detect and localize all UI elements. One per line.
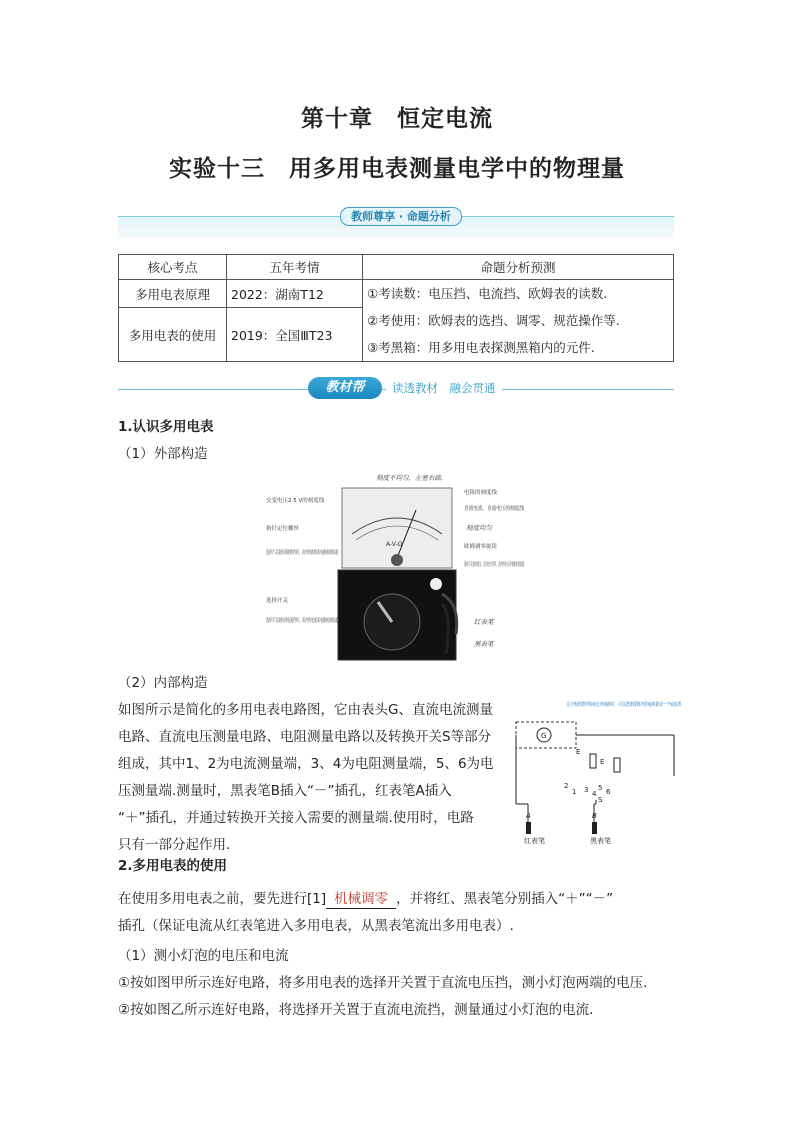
fig-label: 选择开关旋转到电流挡时，表内的电流表电路就被接通	[266, 618, 399, 624]
step-line: ①按如图甲所示连好电路，将多用电表的选择开关置于直流电压挡，测小灯泡两端的电压.	[118, 975, 648, 991]
fig-label: B	[592, 812, 597, 820]
usage-text: 在使用多用电表之前，要先进行[1]	[118, 891, 327, 907]
table-cell: 2019：全国ⅢT23	[227, 308, 363, 362]
meter-face-text: A-V-Ω	[386, 541, 403, 548]
table-cell: 多用电表的使用	[119, 308, 227, 362]
step-line: ②按如图乙所示连好电路，将选择开关置于直流电流挡，测量通过小灯泡的电流.	[118, 1002, 594, 1018]
table-header-row	[119, 255, 674, 280]
fig-label: 黑表笔	[474, 640, 494, 648]
fig-label: 电阻的刻度线	[464, 490, 498, 496]
usage-text: ，并将红、黑表笔分别插入“＋”“－”	[396, 891, 614, 907]
fig-label: E	[576, 748, 581, 756]
internal-structure-paragraph	[118, 697, 518, 859]
fig-label: 选择开关旋转到欧姆挡时，表内的欧姆表电路就被接通	[266, 550, 399, 556]
internal-circuit-figure	[514, 696, 739, 846]
answer-blank: 机械调零	[326, 890, 396, 909]
fig-label: 选择开关旋转到交、直流电压挡时，表内的电压表电路就被接通	[464, 562, 619, 568]
banner-pill: 教师尊享 · 命题分析	[340, 207, 462, 226]
fig-label: 选择开关	[266, 598, 289, 604]
usage-line	[118, 886, 678, 913]
exam-analysis-table	[118, 254, 674, 362]
experiment-title: 实验十三 用多用电表测量电学中的物理量	[169, 156, 625, 182]
fig-label: 交变电压2.5 V的刻度线	[266, 498, 325, 504]
fig-label: G	[541, 732, 547, 740]
prediction-cell	[363, 280, 674, 362]
fig-label: 指针定位螺丝	[266, 526, 300, 532]
usage-line: 插孔（保证电流从红表笔进入多用电表，从黑表笔流出多用电表）.	[118, 918, 514, 934]
section-heading: 2.多用电表的使用	[118, 858, 228, 874]
chapter-title: 第十章 恒定电流	[301, 106, 493, 132]
paragraph-line: 压测量端.测量时，黑表笔B插入“－”插孔，红表笔A插入	[118, 783, 452, 799]
fig-label: 5	[598, 784, 603, 792]
fig-label: 刻度均匀	[466, 524, 492, 532]
paragraph-line: “＋”插孔，并通过转换开关接入需要的测量端.使用时，电路	[118, 810, 474, 826]
prediction-item: ③考黑箱：用多用电表探测黑箱内的元件.	[367, 340, 595, 355]
table-header: 命题分析预测	[363, 255, 674, 280]
fig-label: 刻度不均匀，左密右疏.	[376, 474, 444, 482]
table-header: 五年考情	[227, 255, 363, 280]
fig-label: 红表笔	[524, 837, 545, 845]
paragraph-line: 组成，其中1、2为电流测量端，3、4为电阻测量端，5、6为电	[118, 756, 494, 772]
textbook-badge: 教材帮	[308, 377, 382, 399]
fig-label: A	[526, 812, 531, 820]
section-heading: 1.认识多用电表	[118, 419, 214, 435]
textbook-banner	[118, 374, 674, 404]
prediction-item: ①考读数：电压挡、电流挡、欧姆表的读数.	[367, 286, 608, 301]
fig-label: S	[598, 796, 603, 804]
fig-label: 1	[572, 788, 577, 796]
fig-label: 3	[584, 786, 589, 794]
subsection-heading: （2）内部构造	[118, 675, 208, 691]
table-cell: 多用电表原理	[119, 280, 227, 308]
fig-label: 2	[564, 782, 569, 790]
fig-label: 红表笔	[474, 618, 494, 626]
paragraph-line: 电路、直流电压测量电路、电阻测量电路以及转换开关S等部分	[118, 729, 492, 745]
teacher-banner	[118, 207, 674, 237]
table-cell: 2022：湖南T12	[227, 280, 363, 308]
subsection-heading: （1）测小灯泡的电压和电流	[118, 948, 289, 964]
prediction-item: ②考使用：欧姆表的选挡、调零、规范操作等.	[367, 313, 620, 328]
fig-note: 在分析欧姆挡和电压挡电路时，可以把虚线框内的电路看成一个电流表.	[566, 702, 739, 708]
fig-label: 4	[592, 790, 597, 798]
fig-label: E	[600, 758, 605, 766]
multimeter-exterior-figure	[266, 474, 619, 660]
fig-label: 欧姆调零旋钮	[464, 544, 498, 550]
subsection-heading: （1）外部构造	[118, 446, 208, 462]
fig-label: 直流电流、直流电压的刻度线	[464, 506, 536, 512]
paragraph-line: 只有一部分起作用.	[118, 837, 231, 853]
table-header: 核心考点	[119, 255, 227, 280]
fig-label: 黑表笔	[590, 837, 611, 845]
table-row	[119, 280, 674, 308]
fig-label: 6	[606, 788, 611, 796]
textbook-subtitle: 读透教材 融会贯通	[386, 380, 502, 396]
paragraph-line: 如图所示是简化的多用电表电路图，它由表头G、直流电流测量	[118, 702, 493, 718]
